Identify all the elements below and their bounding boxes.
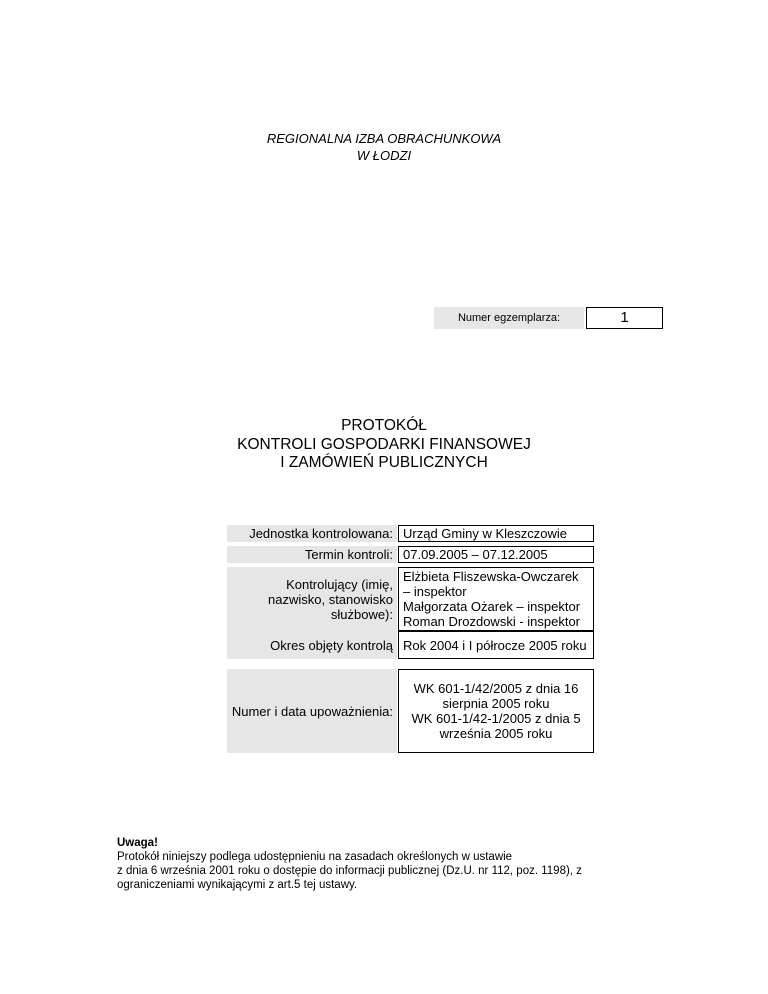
authorization-label: Numer i data upoważnienia: bbox=[227, 669, 397, 753]
unit-label: Jednostka kontrolowana: bbox=[227, 525, 397, 542]
inspector-3: Roman Drozdowski - inspektor bbox=[403, 614, 581, 629]
title-line-1: PROTOKÓŁ bbox=[341, 417, 427, 434]
note-line-1: Protokół niniejszy podlega udostępnieniu na zasadach określonych w ustawie bbox=[117, 851, 513, 863]
unit-value-text: Urząd Gminy w Kleszczowie bbox=[403, 526, 567, 541]
disclosure-note bbox=[117, 836, 677, 892]
institution-name: REGIONALNA IZBA OBRACHUNKOWA bbox=[266, 131, 502, 146]
period-value bbox=[398, 631, 594, 659]
note-heading: Uwaga! bbox=[117, 837, 158, 849]
note-line-3: ograniczeniami wynikającymi z art.5 tej ustawy. bbox=[117, 879, 358, 891]
inspector-1-role: – inspektor bbox=[403, 584, 467, 599]
document-title bbox=[0, 417, 768, 473]
inspector-1-name: Elżbieta Fliszewska-Owczarek bbox=[403, 569, 579, 584]
institution-header bbox=[0, 130, 768, 164]
authorization-line-3: WK 601-1/42-1/2005 z dnia 5 bbox=[411, 711, 581, 726]
inspectors-label-line-3: służbowe): bbox=[330, 606, 393, 622]
term-label: Termin kontroli: bbox=[227, 546, 397, 563]
inspectors-label-line-2: nazwisko, stanowisko bbox=[268, 591, 393, 607]
authorization-line-1: WK 601-1/42/2005 z dnia 16 bbox=[413, 681, 579, 696]
inspectors-label-line-1: Kontrolujący (imię, bbox=[286, 576, 393, 592]
period-value-text: Rok 2004 i I półrocze 2005 roku bbox=[403, 637, 587, 653]
authorization-value bbox=[398, 669, 594, 753]
note-line-2: z dnia 6 września 2001 roku o dostępie do informacji publicznej (Dz.U. nr 112, poz. 1198), z bbox=[117, 865, 582, 877]
inspectors-label bbox=[227, 567, 397, 631]
institution-city: W ŁODZI bbox=[356, 148, 412, 163]
authorization-line-2: sierpnia 2005 roku bbox=[442, 696, 550, 711]
title-line-3: I ZAMÓWIEŃ PUBLICZNYCH bbox=[280, 454, 488, 471]
period-label: Okres objęty kontrolą bbox=[227, 631, 397, 659]
authorization-line-4: września 2005 roku bbox=[439, 726, 553, 741]
copy-number-value: 1 bbox=[586, 307, 663, 329]
inspector-2: Małgorzata Ożarek – inspektor bbox=[403, 599, 581, 614]
term-value-text: 07.09.2005 – 07.12.2005 bbox=[403, 547, 548, 562]
unit-value bbox=[398, 525, 594, 542]
copy-number-label: Numer egzemplarza: bbox=[434, 307, 584, 329]
inspectors-value bbox=[398, 567, 594, 631]
term-value bbox=[398, 546, 594, 563]
title-line-2: KONTROLI GOSPODARKI FINANSOWEJ bbox=[237, 435, 531, 453]
